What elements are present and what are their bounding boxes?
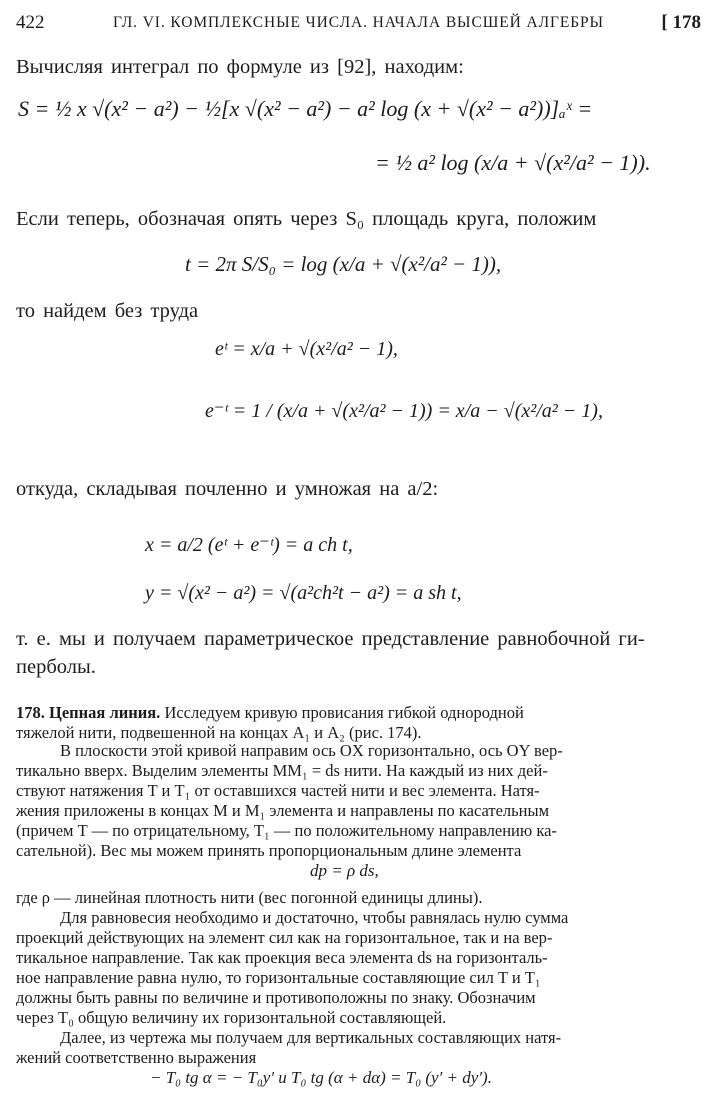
paragraph-line: где ρ — линейная плотность нити (вес погонной единицы длины). xyxy=(16,888,483,907)
equation-x-param: x = a/2 (eᵗ + e⁻ᵗ) = a ch t, xyxy=(145,534,353,556)
paragraph-line: сательной). Вес мы можем принять пропорциональным длине элемента xyxy=(16,841,522,860)
paragraph-line: через T₀ общую величину их горизонтальной составляющей. xyxy=(16,1008,447,1027)
paragraph-line: тикально вверх. Выделим элементы MM₁ = ds нити. На каждый из них дей- xyxy=(16,761,548,780)
equation-exp-t: eᵗ = x/a + √(x²/a² − 1), xyxy=(215,338,398,360)
text-line: Если теперь, обозначая опять через S₀ площадь круга, положим xyxy=(16,208,597,230)
equation-t-definition: t = 2π S/S₀ = log (x/a + √(x²/a² − 1)), xyxy=(185,252,502,276)
section-marker: [ 178 xyxy=(661,12,701,33)
equation-y-param: y = √(x² − a²) = √(a²ch²t − a²) = a sh t, xyxy=(145,582,462,604)
paragraph-line: должны быть равны по величине и противоположны по знаку. Обозначим xyxy=(16,988,536,1007)
equation-exp-minus-t: e⁻ᵗ = 1 / (x/a + √(x²/a² − 1)) = x/a − √(x²/a² − 1), xyxy=(205,400,603,422)
equation-weight: dp = ρ ds, xyxy=(310,861,379,880)
paragraph-line: жений соответственно выражения xyxy=(16,1048,257,1067)
text-line: перболы. xyxy=(16,656,96,678)
equation-vertical-components: − T₀ tg α = − T₀y′ и T₀ tg (α + dα) = T₀ (y′ + dy′). xyxy=(150,1068,492,1087)
paragraph-line: ное направление равна нулю, то горизонтальные составляющие сил T и T₁ xyxy=(16,968,541,987)
text-line: Вычисляя интеграл по формуле из [92], находим: xyxy=(16,56,464,78)
paragraph-line: тикальное направление. Так как проекция веса элемента ds на горизонталь- xyxy=(16,948,548,967)
text-line: откуда, складывая почленно и умножая на a/2: xyxy=(16,478,439,500)
paragraph-line: Далее, из чертежа мы получаем для вертикальных составляющих натя- xyxy=(60,1028,562,1047)
section-heading: 178. Цепная линия. xyxy=(16,703,161,722)
paragraph-line: Для равновесия необходимо и достаточно, чтобы равнялась нулю сумма xyxy=(60,908,569,927)
running-title: ГЛ. VI. КОМПЛЕКСНЫЕ ЧИСЛА. НАЧАЛА ВЫСШЕЙ АЛГЕБРЫ xyxy=(113,14,604,31)
paragraph-line: тяжелой нити, подвешенной на концах A₁ и A₂ (рис. 174). xyxy=(16,723,422,742)
text-line: т. е. мы и получаем параметрическое представление равнобочной ги- xyxy=(16,628,645,650)
page-header xyxy=(16,10,701,40)
paragraph-line: ствуют натяжения T и T₁ от оставшихся частей нити и вес элемента. Натя- xyxy=(16,781,540,800)
equation-integral: S = ½ x √(x² − a²) − ½[x √(x² − a²) − a² log (x + √(x² − a²))]ₐˣ = xyxy=(18,96,593,121)
equation-integral-result: = ½ a² log (x/a + √(x²/a² − 1)). xyxy=(375,150,651,175)
page-number: 422 xyxy=(16,12,45,33)
paragraph-line: В плоскости этой кривой направим ось OX горизонтально, ось OY вер- xyxy=(60,741,563,760)
section-first-line xyxy=(16,703,699,723)
paragraph-line: (причем T — по отрицательному, T₁ — по положительному направлению ка- xyxy=(16,821,557,840)
section-first-line-text: Исследуем кривую провисания гибкой однородной xyxy=(164,703,524,722)
paragraph-line: жения приложены в концах M и M₁ элемента и направлены по касательным xyxy=(16,801,550,820)
paragraph-line: проекций действующих на элемент сил как на горизонтальное, так и на вер- xyxy=(16,928,553,947)
text-line: то найдем без труда xyxy=(16,300,199,322)
